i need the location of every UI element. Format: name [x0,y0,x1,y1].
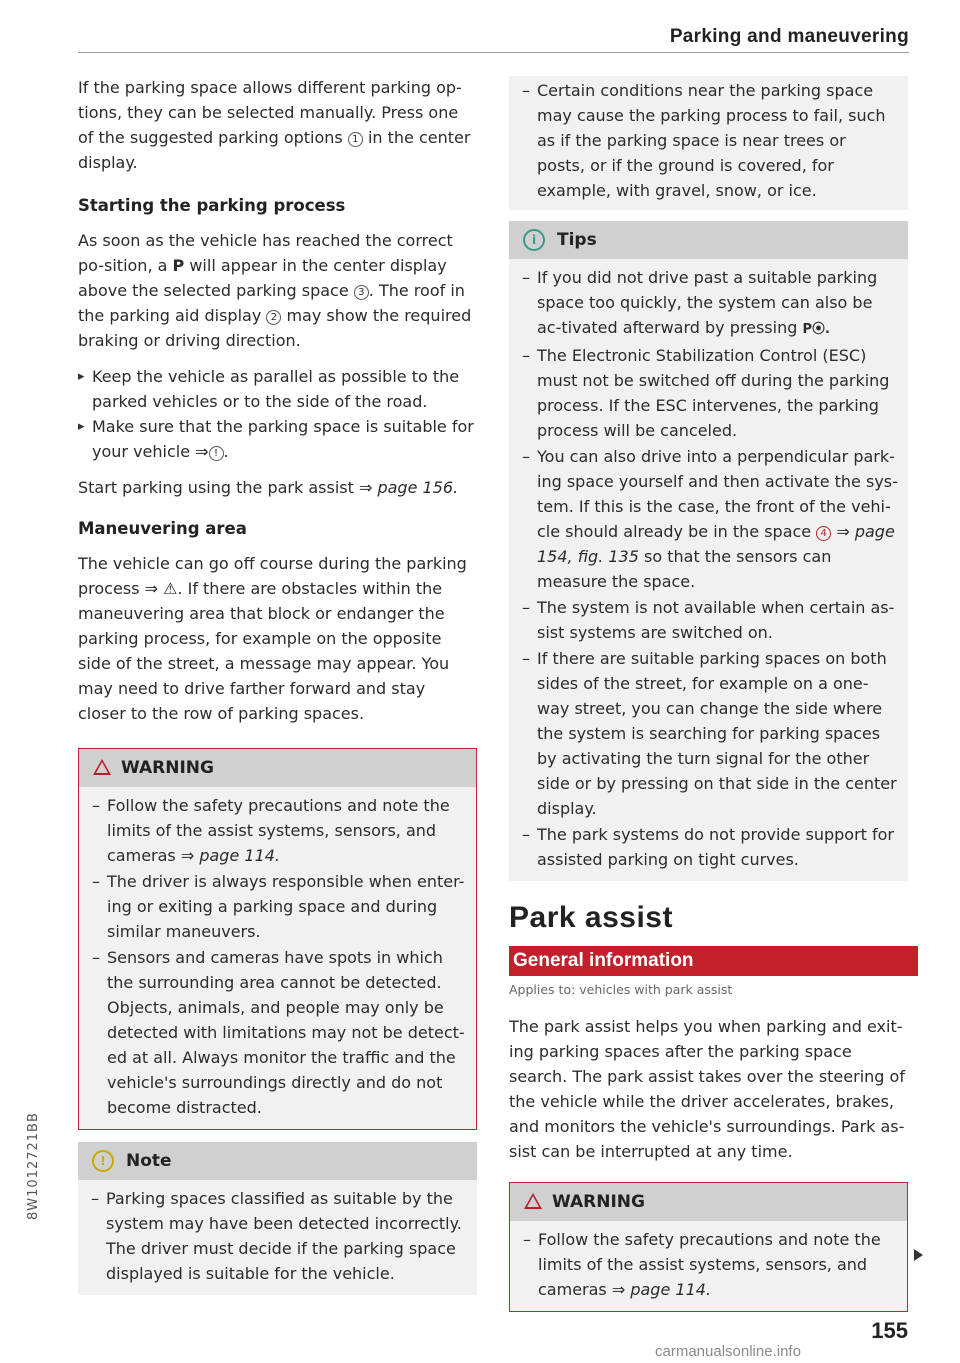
tips-item-4: The system is not available when certain as-sist systems are switched on. [537,598,895,642]
note-body [78,1180,477,1295]
page-156-link[interactable]: ⇒ page 156. [358,478,459,497]
intro-text: If the parking space allows different parking op-tions, they can be selected manually. Press one of the suggested parking options [78,78,462,147]
page-number: 155 [871,1318,908,1343]
tips-item-1: If you did not drive past a suitable parking space too quickly, the system can also be ac-tivated afterward by pressing [537,268,878,337]
warning-item-2: The driver is always responsible when enter-ing or exiting a parking space and during similar maneuvers. [107,872,465,941]
document-code: 8W1012721BB [26,1112,41,1220]
start-parking-line [78,475,477,500]
info-icon: i [523,229,545,251]
bullet-suitable-text: Make sure that the parking space is suitable for your vehicle [92,417,474,461]
note-cont-text: Certain conditions near the parking space may cause the parking process to fail, such as if the parking space is near trees or posts, or if the ground is covered, for example, with gravel, snow, or ice. [537,81,886,200]
callout-1-icon: 1 [348,132,363,147]
list-item: – You can also drive into a perpendicular park-ing space yourself and then activate the sys-tem. If this is the case, the front of the vehi-cle should already be in the space 4 ⇒ page 154, fig. 135 so that the sensors can measure the space. [522,447,898,591]
warning-body [79,787,476,1129]
page-header [78,24,909,53]
note-box [78,1142,477,1295]
tips-item-3: You can also drive into a perpendicular park-ing space yourself and then activate the sys-tem. If this is the case, the front of the vehi-cle should already be in the space [537,447,898,541]
park-assist-body: The park assist helps you when parking and exit-ing parking spaces after the parking space search. The park assist takes over the steering of the vehicle while the driver accelerates, brakes, and monitors the vehicle's surroundings. Park as-sist can be interrupted at any time. [509,1017,905,1161]
section-heading-park-assist: Park assist [509,901,673,934]
note-ref-icon[interactable]: ! [209,446,224,461]
warning-item-1: Follow the safety precautions and note the limits of the assist systems, sensors, and cameras [107,796,450,865]
start-text-a: As soon as the vehicle has reached the correct po-sition, a [78,231,453,275]
tips-item-6: The park systems do not provide support for assisted parking on tight curves. [537,825,895,869]
warning-box-left [78,748,477,1130]
warning-title: WARNING [552,1192,645,1212]
note-bar [78,1142,477,1180]
heading-maneuvering: Maneuvering area [78,519,247,538]
tips-body [509,259,908,881]
list-item: – Follow the safety precautions and note the limits of the assist systems, sensors, and cameras ⇒ page 114. [523,1230,881,1299]
exclamation-icon: ! [92,1150,114,1172]
callout-3-icon: 3 [354,285,369,300]
man-text-2: If there are obstacles within the maneuvering area that block or endanger the parking process, for example on the opposite side of the street, a message may appear. You may need to drive farther forward and stay closer to the row of parking spaces. [78,579,450,723]
start-text-c: . The roof in the parking aid display [78,281,465,325]
warning-ref-link[interactable]: ⇒ ⚠. [144,579,183,598]
warning-body [510,1221,907,1311]
note-continued-box [509,76,908,210]
start-text-b: will appear in the center display above the selected parking space [78,256,447,300]
callout-4-icon: 4 [816,526,831,541]
left-column [78,75,477,1295]
intro-tail: in the center display. [78,128,471,172]
list-item: – Certain conditions near the parking space may cause the parking process to fail, such as if the parking space is near trees or posts, or if the ground is covered, for example, with gravel, snow, or ice. [522,81,886,200]
list-item: – The driver is always responsible when enter-ing or exiting a parking space and during similar maneuvers. [92,872,465,941]
bullet-parallel: ▸ Keep the vehicle as parallel as possible to the parked vehicles or to the side of the road. [78,364,477,414]
callout-2-icon: 2 [266,310,281,325]
page-114-link[interactable]: ⇒ page 114. [611,1280,712,1299]
list-item: – The system is not available when certain as-sist systems are switched on. [522,598,895,642]
warning-right-item-1: Follow the safety precautions and note the limits of the assist systems, sensors, and cameras [538,1230,881,1299]
tips-title: Tips [557,230,597,250]
warning-bar [79,749,476,787]
note-title: Note [126,1151,172,1171]
heading-starting: Starting the parking process [78,196,346,215]
warning-title: WARNING [121,758,214,778]
park-button-icon: P⦿. [802,322,830,337]
start-line-text: Start parking using the park assist [78,478,354,497]
list-item: – The park systems do not provide support for assisted parking on tight curves. [522,825,895,869]
bullet-suitable: ▸ Make sure that the parking space is suitable for your vehicle ⇒ ! . [78,414,477,464]
tips-box [509,221,908,881]
note-item-1: Parking spaces classified as suitable by the system may have been detected incorrectly. The driver must decide if the parking space displayed is suitable for the vehicle. [106,1189,462,1283]
warning-box-right [509,1182,908,1312]
list-item: – If there are suitable parking spaces on both sides of the street, for example on a one-way street, you can change the side where the system is searching for parking spaces by activating the turn signal for the other side or by pressing on that side in the center display. [522,649,897,818]
warning-triangle-icon [524,1193,542,1209]
warning-item-3: Sensors and cameras have spots in which the surrounding area cannot be detected. Objects, animals, and people may only be detected with limitations may not be detect-ed at all. Always monitor the traffic and the vehicle's surroundings directly and do not become distracted. [107,948,465,1117]
watermark: carmanualsonline.info [655,1343,801,1360]
warning-triangle-icon [93,759,111,775]
tips-item-2: The Electronic Stabilization Control (ESC) must not be switched off during the parking process. If the ESC intervenes, the parking process will be canceled. [537,346,890,440]
page-154-link[interactable]: ⇒ page 154, fig. 135 [537,522,895,566]
intro-paragraph [78,75,477,175]
applies-to: Applies to: vehicles with park assist [509,982,733,997]
list-item: – Parking spaces classified as suitable by the system may have been detected incorrectly. The driver must decide if the parking space displayed is suitable for the vehicle. [91,1189,462,1283]
maneuvering-paragraph [78,551,477,726]
list-item: – If you did not drive past a suitable parking space too quickly, the system can also be ac-tivated afterward by pressing P⦿. [522,268,878,337]
subsection-bar: General information [509,946,918,976]
warning-bar [510,1183,907,1221]
xref-arrow-icon: ⇒ [195,442,209,461]
list-item: – The Electronic Stabilization Control (ESC) must not be switched off during the parking process. If the ESC intervenes, the parking process will be canceled. [522,346,890,440]
start-bold-p: P [172,256,185,275]
continue-arrow-icon [914,1249,923,1261]
right-column [509,76,908,1312]
start-text-d: may show the required braking or driving direction. [78,306,472,350]
tips-item-5: If there are suitable parking spaces on both sides of the street, for example on a one-way street, you can change the side where the system is searching for parking spaces by activating the turn signal for the other side or by pressing on that side in the center display. [537,649,897,818]
list-item: – Follow the safety precautions and note the limits of the assist systems, sensors, and cameras ⇒ page 114. [92,796,450,865]
tips-item-3-tail: so that the sensors can measure the space. [537,547,832,591]
list-item: – Sensors and cameras have spots in which the surrounding area cannot be detected. Objects, animals, and people may only be detected with limitations may not be detect-ed at all. Always monitor the traffic and the vehicle's surroundings directly and do not become distracted. [92,948,465,1117]
page-114-link[interactable]: ⇒ page 114. [180,846,281,865]
header-title: Parking and maneuvering [669,26,909,47]
starting-paragraph [78,228,477,353]
tips-bar [509,221,908,259]
man-text: The vehicle can go off course during the parking process [78,554,467,598]
